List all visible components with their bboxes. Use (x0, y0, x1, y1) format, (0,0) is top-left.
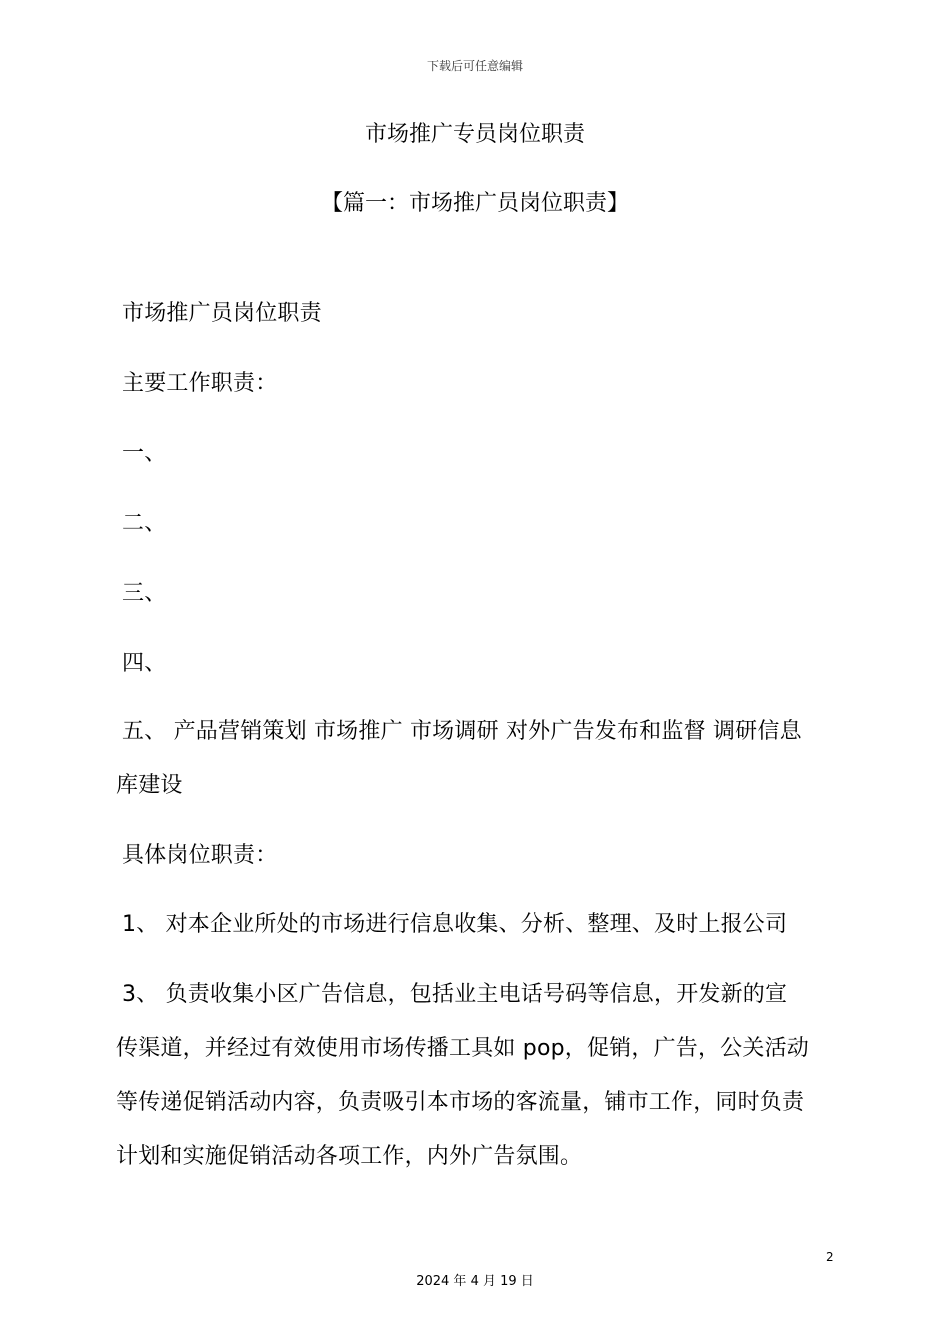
duty-item-4: 四、 (122, 651, 167, 676)
specific-duty-3-line-3: 等传递促销活动内容，负责吸引本市场的客流量，铺市工作，同时负责 (116, 1090, 805, 1115)
section-heading: 市场推广员岗位职责 (122, 301, 322, 326)
specific-duty-3: 3、 负责收集小区广告信息，包括业主电话号码等信息，开发新的宣 (122, 982, 788, 1007)
main-duties-heading: 主要工作职责： (122, 371, 278, 396)
page-number: 2 (826, 1250, 834, 1264)
specific-duties-heading: 具体岗位职责： (122, 843, 278, 868)
document-subtitle: 【篇一：市场推广员岗位职责】 (320, 191, 629, 216)
document-title: 市场推广专员岗位职责 (364, 122, 585, 147)
duty-item-2: 二、 (122, 511, 167, 536)
specific-duty-1: 1、 对本企业所处的市场进行信息收集、分析、整理、及时上报公司 (122, 912, 788, 937)
specific-duty-3-line-2: 传渠道，并经过有效使用市场传播工具如 pop，促销，广告，公关活动 (116, 1036, 809, 1061)
specific-duty-3-line-4: 计划和实施促销活动各项工作，内外广告氛围。 (116, 1144, 583, 1169)
header-note: 下载后可任意编辑 (426, 59, 523, 73)
duty-item-1: 一、 (122, 441, 167, 466)
duty-item-3: 三、 (122, 581, 167, 606)
footer-date: 2024 年 4 月 19 日 (416, 1274, 534, 1289)
duty-item-5-continued: 库建设 (116, 773, 183, 798)
duty-item-5: 五、 产品营销策划 市场推广 市场调研 对外广告发布和监督 调研信息 (122, 719, 802, 744)
